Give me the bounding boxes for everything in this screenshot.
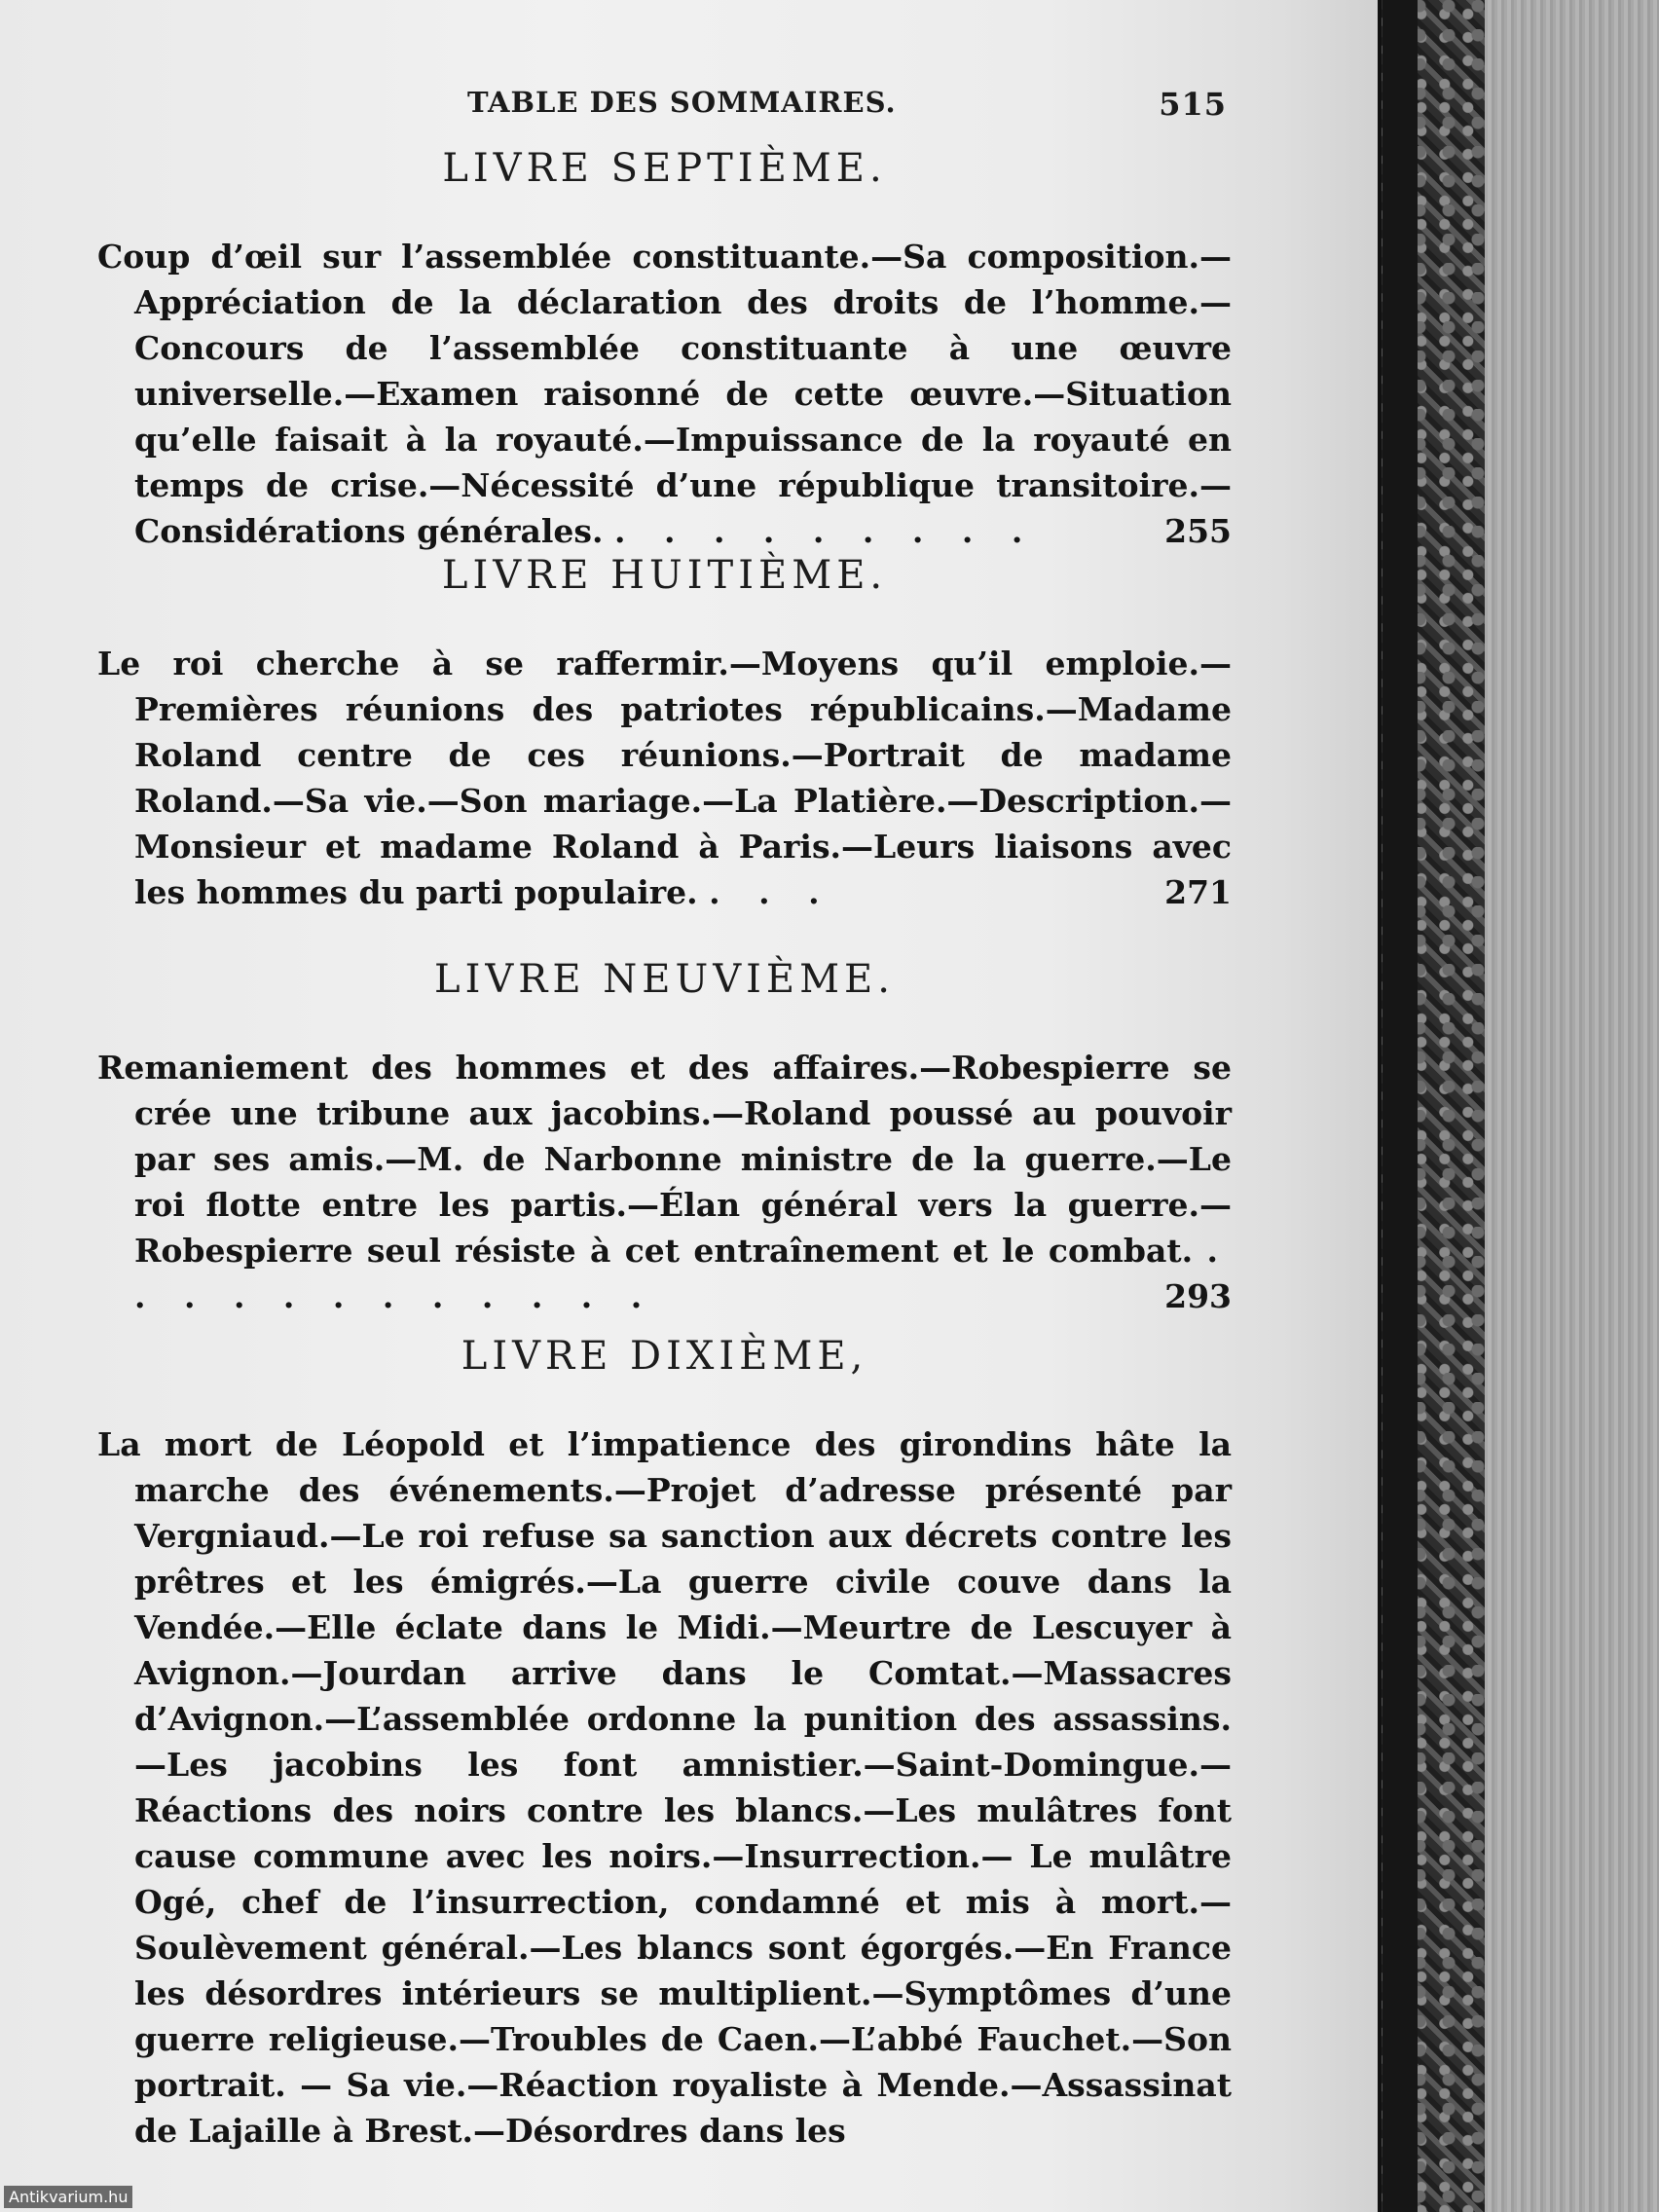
section-livre-huitieme: [97, 553, 1232, 915]
section-summary: [97, 641, 1232, 915]
summary-text: Remaniement des hommes et des affaires.—Robespierre se crée une tribune aux jacobins.—Roland poussé au pouvoir par ses amis.—M. de Narbonne ministre de la guerre.—Le roi flotte entre les partis.—Élan général vers la guerre.—Robespierre seul résiste à cet entraînement et le combat.: [97, 1049, 1232, 1270]
summary-text: Le roi cherche à se raffermir.—Moyens qu’il emploie.—Premières réunions des patriotes républicains.—Madame Roland centre de ces réunions.—Portrait de madame Roland.—Sa vie.—Son mariage.—La Platière.—Description.—Monsieur et madame Roland à Paris.—Leurs liaisons avec les hommes du parti populaire.: [97, 645, 1232, 911]
book-spine: [1382, 0, 1418, 2212]
section-summary: [97, 234, 1232, 554]
section-livre-septieme: [97, 146, 1232, 554]
section-livre-neuvieme: [97, 957, 1232, 1319]
section-heading: LIVRE HUITIÈME.: [441, 553, 888, 598]
section-page-number: 293: [1164, 1277, 1232, 1315]
leader-dots: . . .: [709, 873, 833, 911]
section-summary: [97, 1421, 1232, 2154]
section-heading: LIVRE SEPTIÈME.: [442, 146, 887, 191]
leader-dots: . . . . . . . . . . . .: [134, 1232, 1233, 1315]
section-summary: [97, 1045, 1232, 1319]
running-head-title: TABLE DES SOMMAIRES.: [467, 86, 897, 119]
summary-text: La mort de Léopold et l’impatience des girondins hâte la marche des événements.—Projet d’adresse présenté par Vergniaud.—Le roi refuse sa sanction aux décrets contre les prêtres et les émigrés.—La guerre civile couve dans la Vendée.—Elle éclate dans le Midi.—Meurtre de Lescuyer à Avignon.—Jourdan arrive dans le Comtat.—Massacres d’Avignon.—L’assemblée ordonne la punition des assassins.—Les jacobins les font amnistier.—Saint-Domingue.—Réactions des noirs contre les blancs.—Les mulâtres font cause commune avec les noirs.—Insurrection.— Le mulâtre Ogé, chef de l’insurrection, condamné et mis à mort.—Soulèvement général.—Les blancs sont égorgés.—En France les désordres intérieurs se multiplient.—Symptômes d’une guerre religieuse.—Troubles de Caen.—L’abbé Fauchet.—Son portrait. — Sa vie.—Réaction royaliste à Mende.—Assassinat de Lajaille à Brest.—Désordres dans les: [97, 1425, 1232, 2150]
summary-text: Coup d’œil sur l’assemblée constituante.—Sa composition.—Appréciation de la déclaration des droits de l’homme.—Concours de l’assemblée constituante à une œuvre universelle.—Examen raisonné de cette œuvre.—Situation qu’elle faisait à la royauté.—Impuissance de la royauté en temps de crise.—Nécessité d’une république transitoire.—Considérations générales.: [97, 238, 1232, 550]
section-page-number: 271: [1164, 873, 1232, 911]
background-surface: [1485, 0, 1659, 2212]
leader-dots: . . . . . . . . .: [614, 512, 1037, 550]
page-number: 515: [1159, 86, 1227, 123]
section-livre-dixieme: [97, 1334, 1232, 2154]
section-heading: LIVRE DIXIÈME,: [461, 1334, 868, 1379]
section-heading: LIVRE NEUVIÈME.: [434, 957, 895, 1002]
section-page-number: 255: [1164, 512, 1232, 550]
watermark: Antikvarium.hu: [4, 2186, 132, 2208]
running-head: [97, 86, 1227, 125]
